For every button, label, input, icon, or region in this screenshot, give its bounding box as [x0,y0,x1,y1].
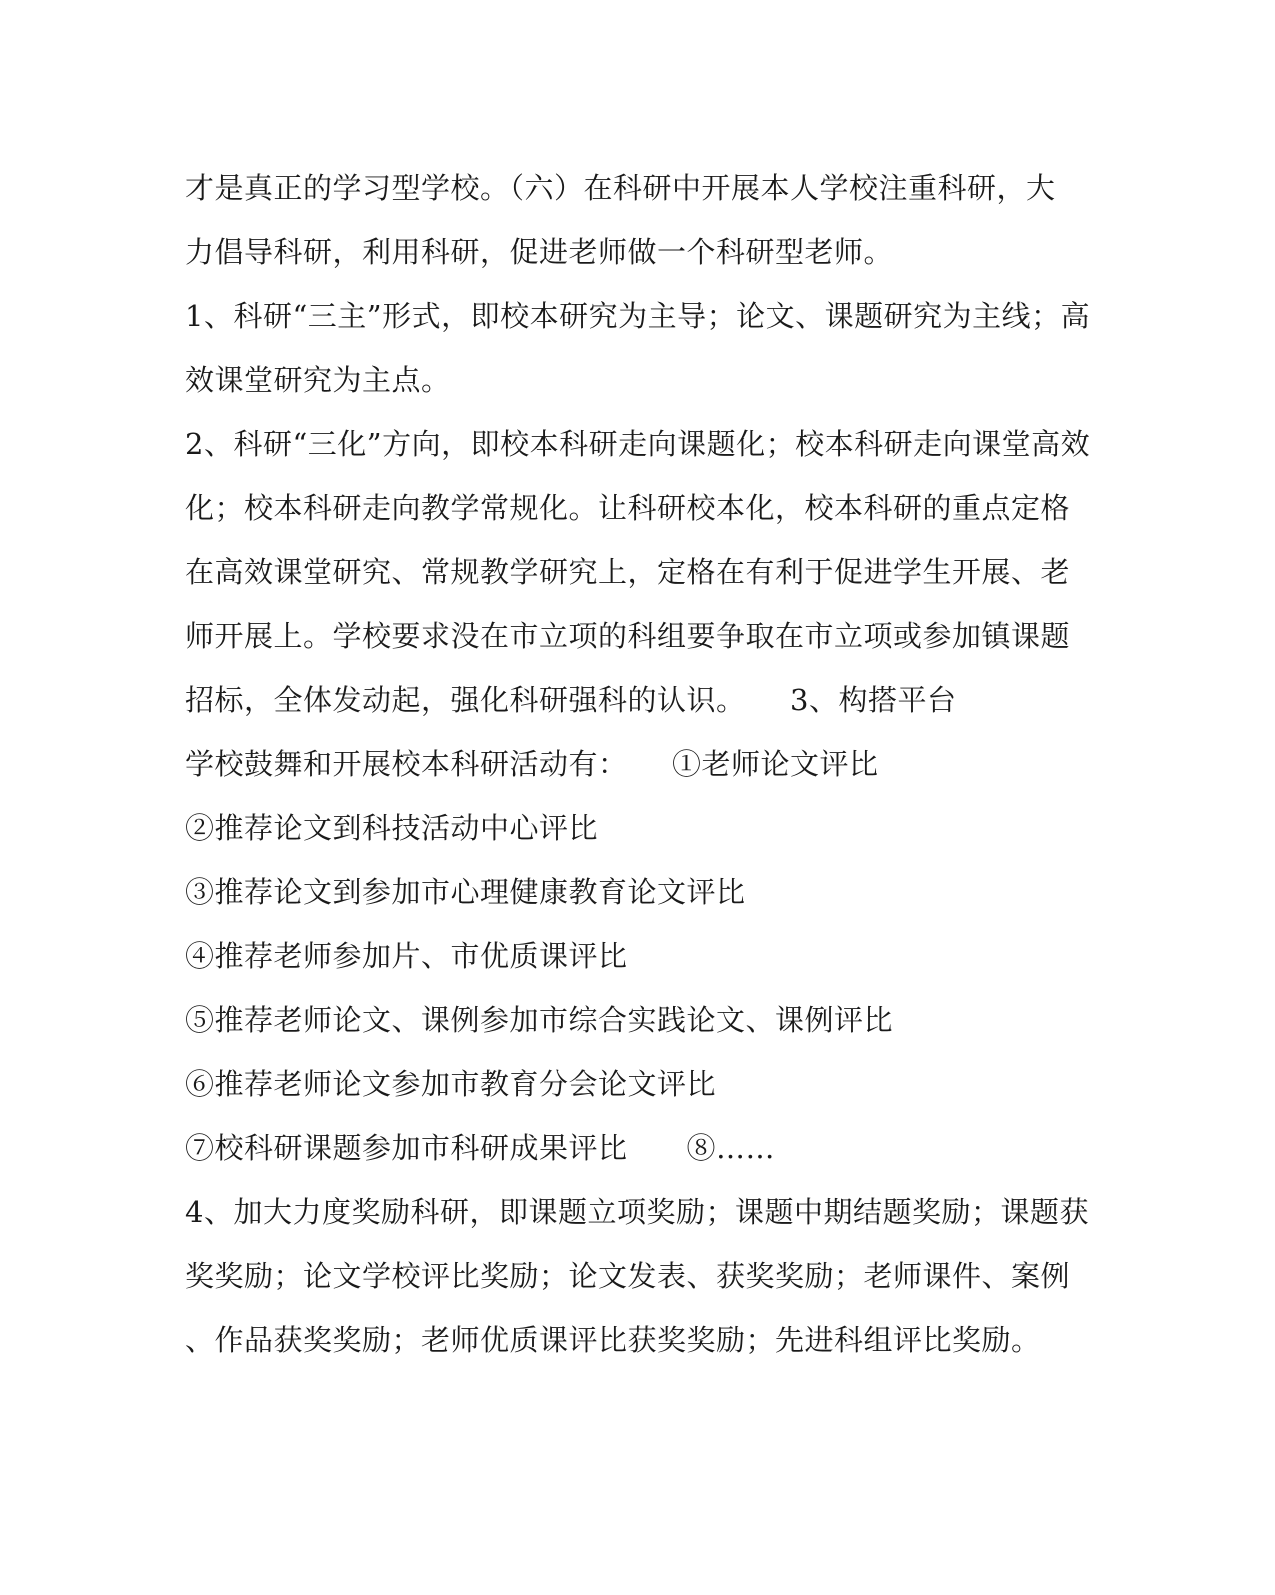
text-line: 招标，全体发动起，强化科研强科的认识。 3、构搭平台 [185,683,957,717]
text-line: 化；校本科研走向教学常规化。让科研校本化，校本科研的重点定格 [185,491,1071,525]
text-line: 师开展上。学校要求没在市立项的科组要争取在市立项或参加镇课题 [185,619,1071,653]
text-line: 才是真正的学习型学校。（六）在科研中开展本人学校注重科研，大 [185,171,1056,205]
text-line: 奖奖励；论文学校评比奖励；论文发表、获奖奖励；老师课件、案例 [185,1259,1071,1293]
text-line: 效课堂研究为主点。 [185,363,451,397]
text-line: 、作品获奖奖励；老师优质课评比获奖奖励；先进科组评比奖励。 [185,1323,1041,1357]
list-item: ⑦校科研课题参加市科研成果评比 ⑧…… [185,1131,776,1165]
text-line: 4、加大力度奖励科研，即课题立项奖励；课题中期结题奖励；课题获 [185,1195,1089,1229]
text-line: 力倡导科研，利用科研，促进老师做一个科研型老师。 [185,235,894,269]
list-item: ⑤推荐老师论文、课例参加市综合实践论文、课例评比 [185,1003,894,1037]
text-line: 1、科研“三主”形式，即校本研究为主导；论文、课题研究为主线；高 [185,299,1091,333]
text-line: 在高效课堂研究、常规教学研究上，定格在有利于促进学生开展、老 [185,555,1071,589]
list-item: ⑥推荐老师论文参加市教育分会论文评比 [185,1067,717,1101]
text-line: 学校鼓舞和开展校本科研活动有： ①老师论文评比 [185,747,879,781]
text-line: 2、科研“三化”方向，即校本科研走向课题化；校本科研走向课堂高效 [185,427,1091,461]
list-item: ②推荐论文到科技活动中心评比 [185,811,599,845]
list-item: ③推荐论文到参加市心理健康教育论文评比 [185,875,746,909]
list-item: ④推荐老师参加片、市优质课评比 [185,939,628,973]
